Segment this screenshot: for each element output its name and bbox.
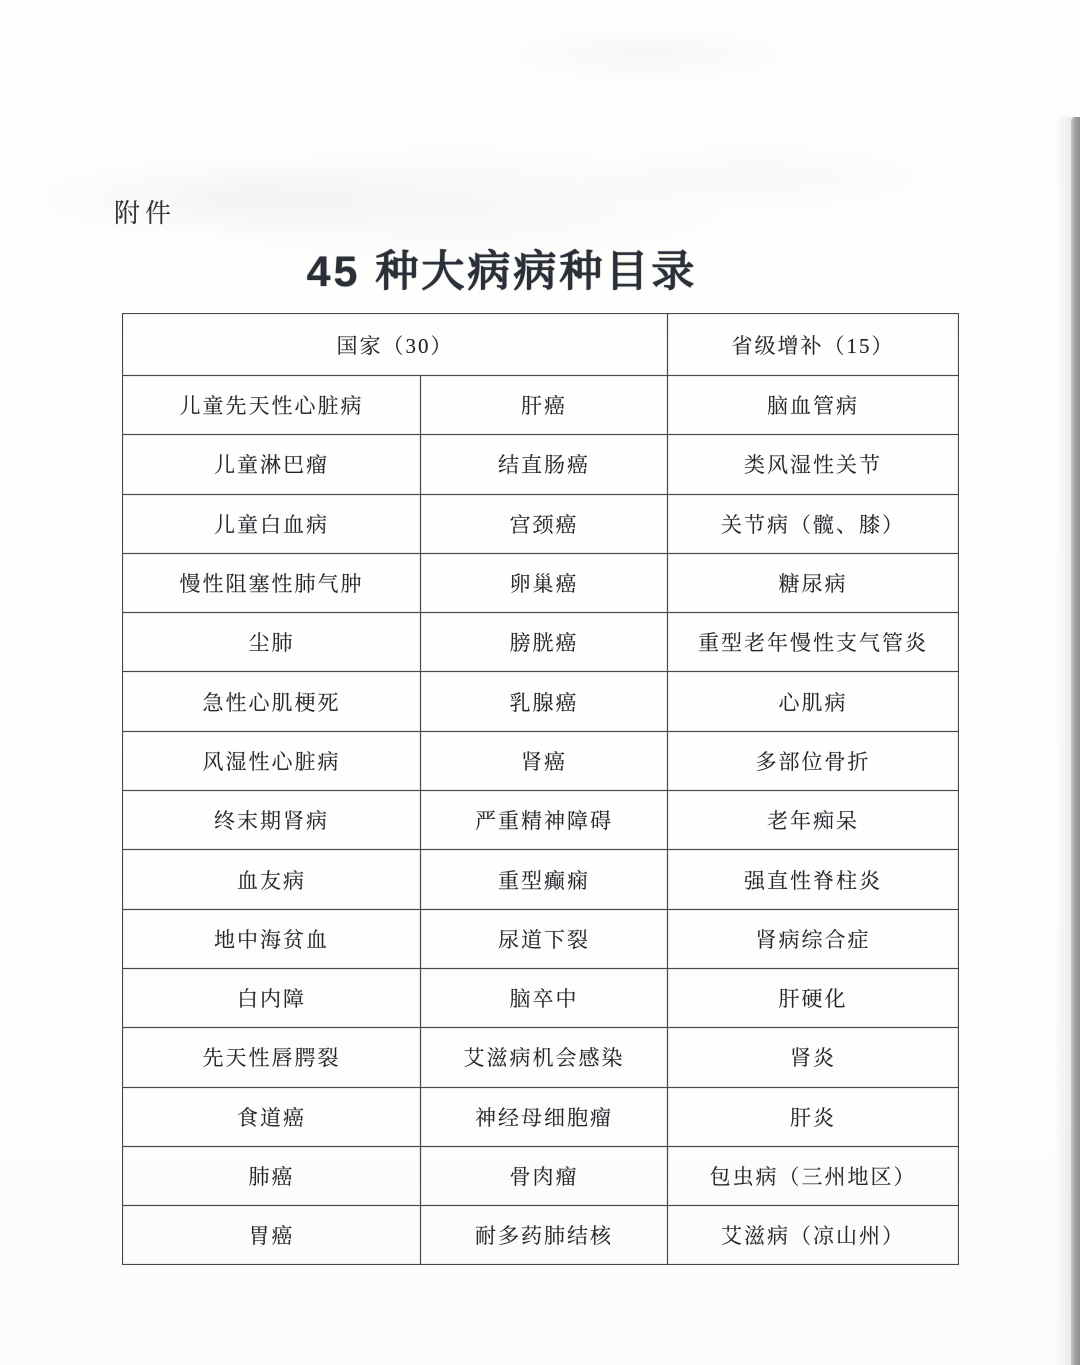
page-edge-shadow	[1071, 117, 1080, 1365]
page-title: 45 种大病病种目录	[306, 248, 698, 296]
disease-cell: 终末期肾病	[123, 791, 421, 850]
disease-cell: 多部位骨折	[668, 731, 959, 790]
disease-cell: 类风湿性关节	[668, 435, 959, 494]
disease-cell: 关节病（髋、膝）	[668, 494, 959, 553]
table-row	[123, 435, 959, 494]
disease-cell: 肾病综合症	[668, 909, 959, 968]
page-edge-fade	[1055, 117, 1071, 1365]
table-header-row	[123, 314, 959, 376]
disease-cell: 胃癌	[123, 1206, 421, 1265]
table-row	[123, 1206, 959, 1265]
disease-cell: 艾滋病（凉山州）	[668, 1206, 959, 1265]
disease-cell: 脑血管病	[668, 376, 959, 435]
disease-cell: 膀胱癌	[421, 613, 668, 672]
table-row	[123, 1028, 959, 1087]
disease-cell: 重型癫痫	[421, 850, 668, 909]
header-provincial: 省级增补（15）	[668, 314, 959, 376]
table-row	[123, 613, 959, 672]
disease-cell: 血友病	[123, 850, 421, 909]
table-row	[123, 731, 959, 790]
table-row	[123, 672, 959, 731]
disease-cell: 强直性脊柱炎	[668, 850, 959, 909]
table-row	[123, 968, 959, 1027]
disease-catalog-table	[122, 313, 959, 1265]
disease-cell: 耐多药肺结核	[421, 1206, 668, 1265]
disease-cell: 乳腺癌	[421, 672, 668, 731]
disease-cell: 神经母细胞瘤	[421, 1087, 668, 1146]
disease-cell: 急性心肌梗死	[123, 672, 421, 731]
table-row	[123, 850, 959, 909]
table-row	[123, 553, 959, 612]
disease-cell: 糖尿病	[668, 553, 959, 612]
disease-cell: 宫颈癌	[421, 494, 668, 553]
table-row	[123, 376, 959, 435]
disease-cell: 骨肉瘤	[421, 1146, 668, 1205]
header-national: 国家（30）	[123, 314, 668, 376]
disease-cell: 肝炎	[668, 1087, 959, 1146]
disease-cell: 肾癌	[421, 731, 668, 790]
disease-cell: 心肌病	[668, 672, 959, 731]
table-row	[123, 1087, 959, 1146]
disease-cell: 艾滋病机会感染	[421, 1028, 668, 1087]
disease-cell: 肝癌	[421, 376, 668, 435]
disease-cell: 尘肺	[123, 613, 421, 672]
disease-cell: 肝硬化	[668, 968, 959, 1027]
disease-cell: 风湿性心脏病	[123, 731, 421, 790]
disease-cell: 肺癌	[123, 1146, 421, 1205]
disease-cell: 食道癌	[123, 1087, 421, 1146]
disease-cell: 卵巢癌	[421, 553, 668, 612]
table-row	[123, 494, 959, 553]
table-row	[123, 909, 959, 968]
attachment-label: 附件	[114, 199, 177, 228]
disease-cell: 老年痴呆	[668, 791, 959, 850]
disease-cell: 尿道下裂	[421, 909, 668, 968]
disease-cell: 重型老年慢性支气管炎	[668, 613, 959, 672]
disease-cell: 慢性阻塞性肺气肿	[123, 553, 421, 612]
disease-cell: 严重精神障碍	[421, 791, 668, 850]
disease-cell: 先天性唇腭裂	[123, 1028, 421, 1087]
disease-cell: 白内障	[123, 968, 421, 1027]
disease-cell: 儿童白血病	[123, 494, 421, 553]
table-row	[123, 1146, 959, 1205]
disease-cell: 儿童先天性心脏病	[123, 376, 421, 435]
disease-cell: 包虫病（三州地区）	[668, 1146, 959, 1205]
disease-cell: 地中海贫血	[123, 909, 421, 968]
table-row	[123, 791, 959, 850]
disease-cell: 脑卒中	[421, 968, 668, 1027]
disease-cell: 结直肠癌	[421, 435, 668, 494]
disease-cell: 儿童淋巴瘤	[123, 435, 421, 494]
disease-cell: 肾炎	[668, 1028, 959, 1087]
